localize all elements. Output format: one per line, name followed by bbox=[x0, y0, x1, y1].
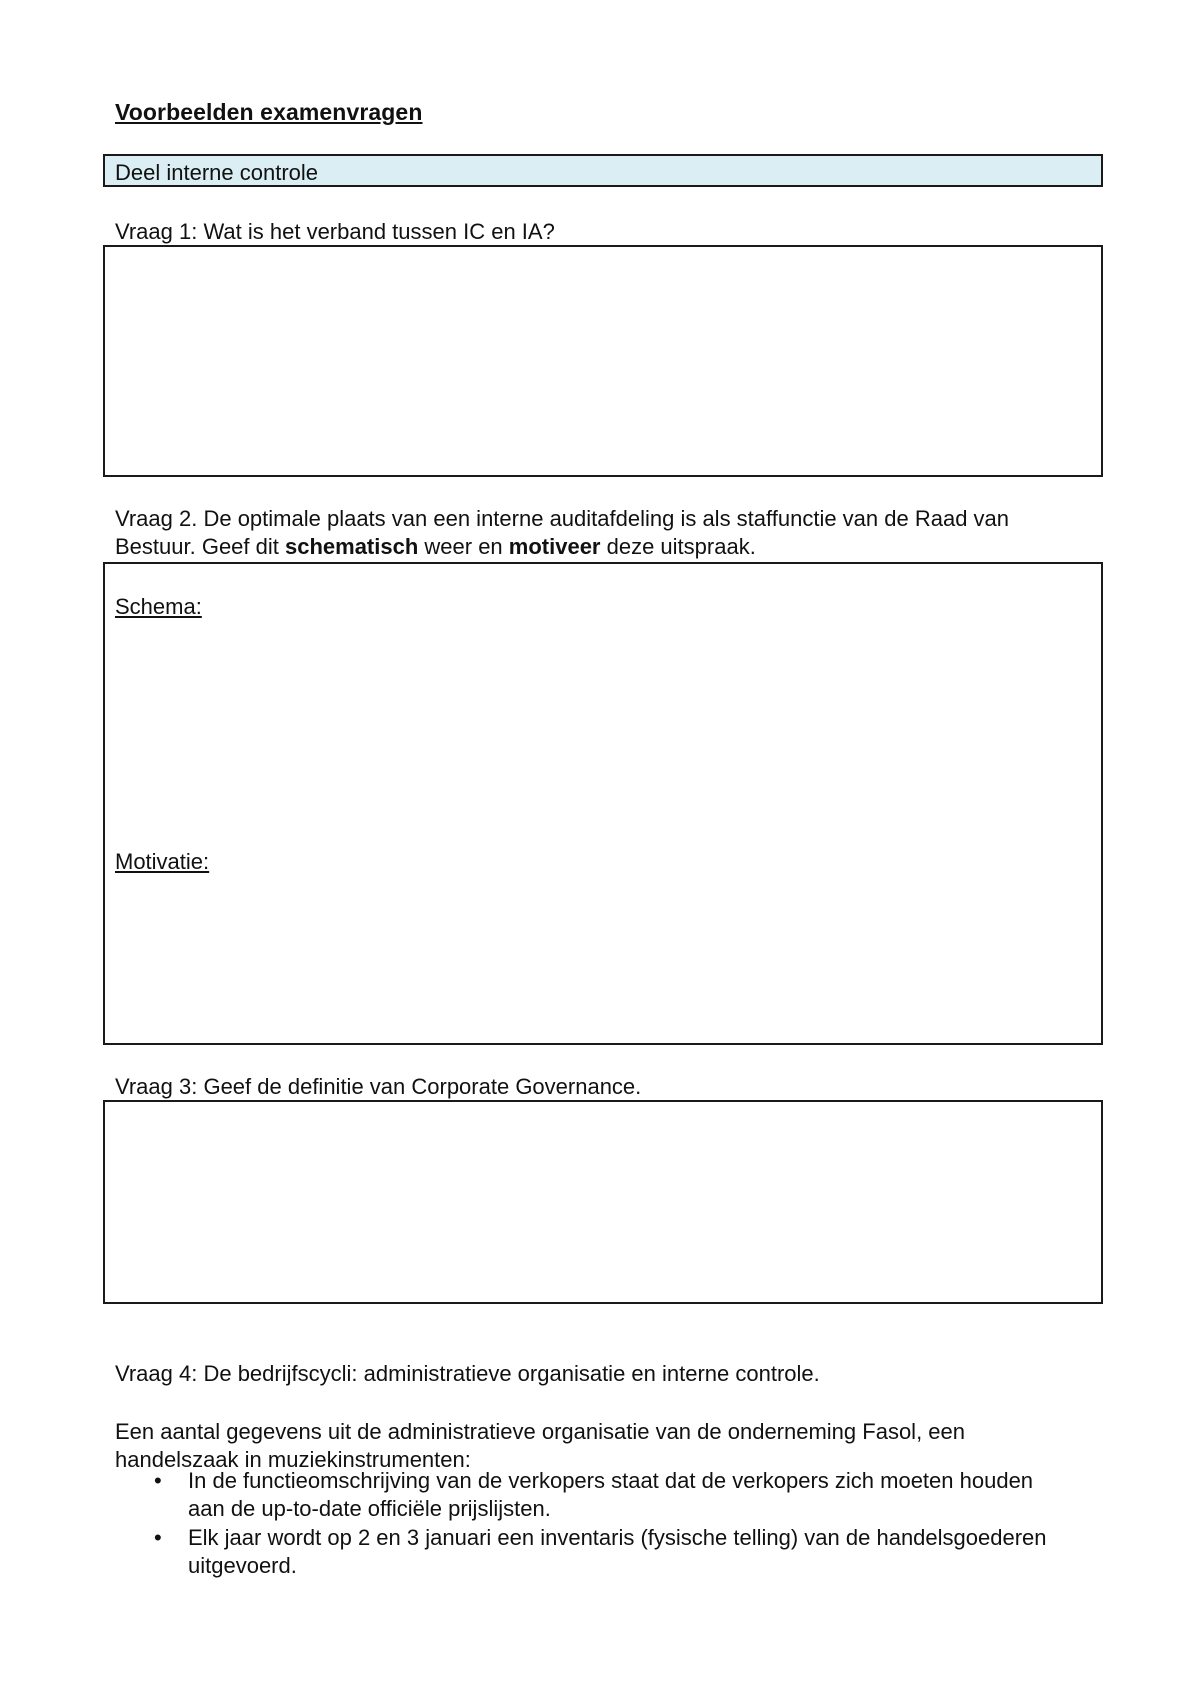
bullet-text: Elk jaar wordt op 2 en 3 januari een inventaris (fysische telling) van de handelsgoederen uitgevoerd. bbox=[188, 1525, 1047, 1578]
question-4-intro: Een aantal gegevens uit de administratieve organisatie van de onderneming Fasol, een handelszaak in muziekinstrumenten: bbox=[115, 1419, 965, 1472]
question-3-text: Vraag 3: Geef de definitie van Corporate Governance. bbox=[115, 1074, 642, 1099]
question-4-heading: Vraag 4: De bedrijfscycli: administratieve organisatie en interne controle. bbox=[115, 1361, 820, 1386]
document-title: Voorbeelden examenvragen bbox=[115, 99, 423, 125]
answer-box-1[interactable] bbox=[103, 245, 1103, 477]
bullet-item bbox=[115, 1524, 1075, 1580]
question-2-text-a: Vraag 2. De optimale plaats van een interne auditafdeling is als staffunctie van de Raad van Bestuur. Geef dit bbox=[115, 506, 1010, 559]
bullet-text: In de functieomschrijving van de verkopers staat dat de verkopers zich moeten houden aan de up-to-date officiële prijslijsten. bbox=[188, 1468, 1034, 1521]
question-2-text bbox=[115, 505, 1075, 561]
answer-box-3[interactable] bbox=[103, 1100, 1103, 1304]
section-header-label: Deel interne controle bbox=[115, 160, 319, 185]
answer-box-2[interactable] bbox=[103, 562, 1103, 1045]
question-2-text-c: deze uitspraak. bbox=[600, 534, 756, 559]
bullet-icon: • bbox=[154, 1525, 162, 1550]
bullet-item bbox=[115, 1467, 1075, 1523]
question-2-bold-schematisch: schematisch bbox=[284, 534, 419, 559]
question-2-bold-motiveer: motiveer bbox=[508, 534, 601, 559]
schema-label: Schema: bbox=[115, 594, 202, 619]
section-header bbox=[103, 154, 1103, 187]
question-1-text: Vraag 1: Wat is het verband tussen IC en IA? bbox=[115, 219, 555, 244]
question-2-text-b: weer en bbox=[418, 534, 509, 559]
question-4-bullet-list bbox=[115, 1467, 1075, 1581]
motivatie-label: Motivatie: bbox=[115, 849, 210, 874]
bullet-icon: • bbox=[154, 1468, 162, 1493]
